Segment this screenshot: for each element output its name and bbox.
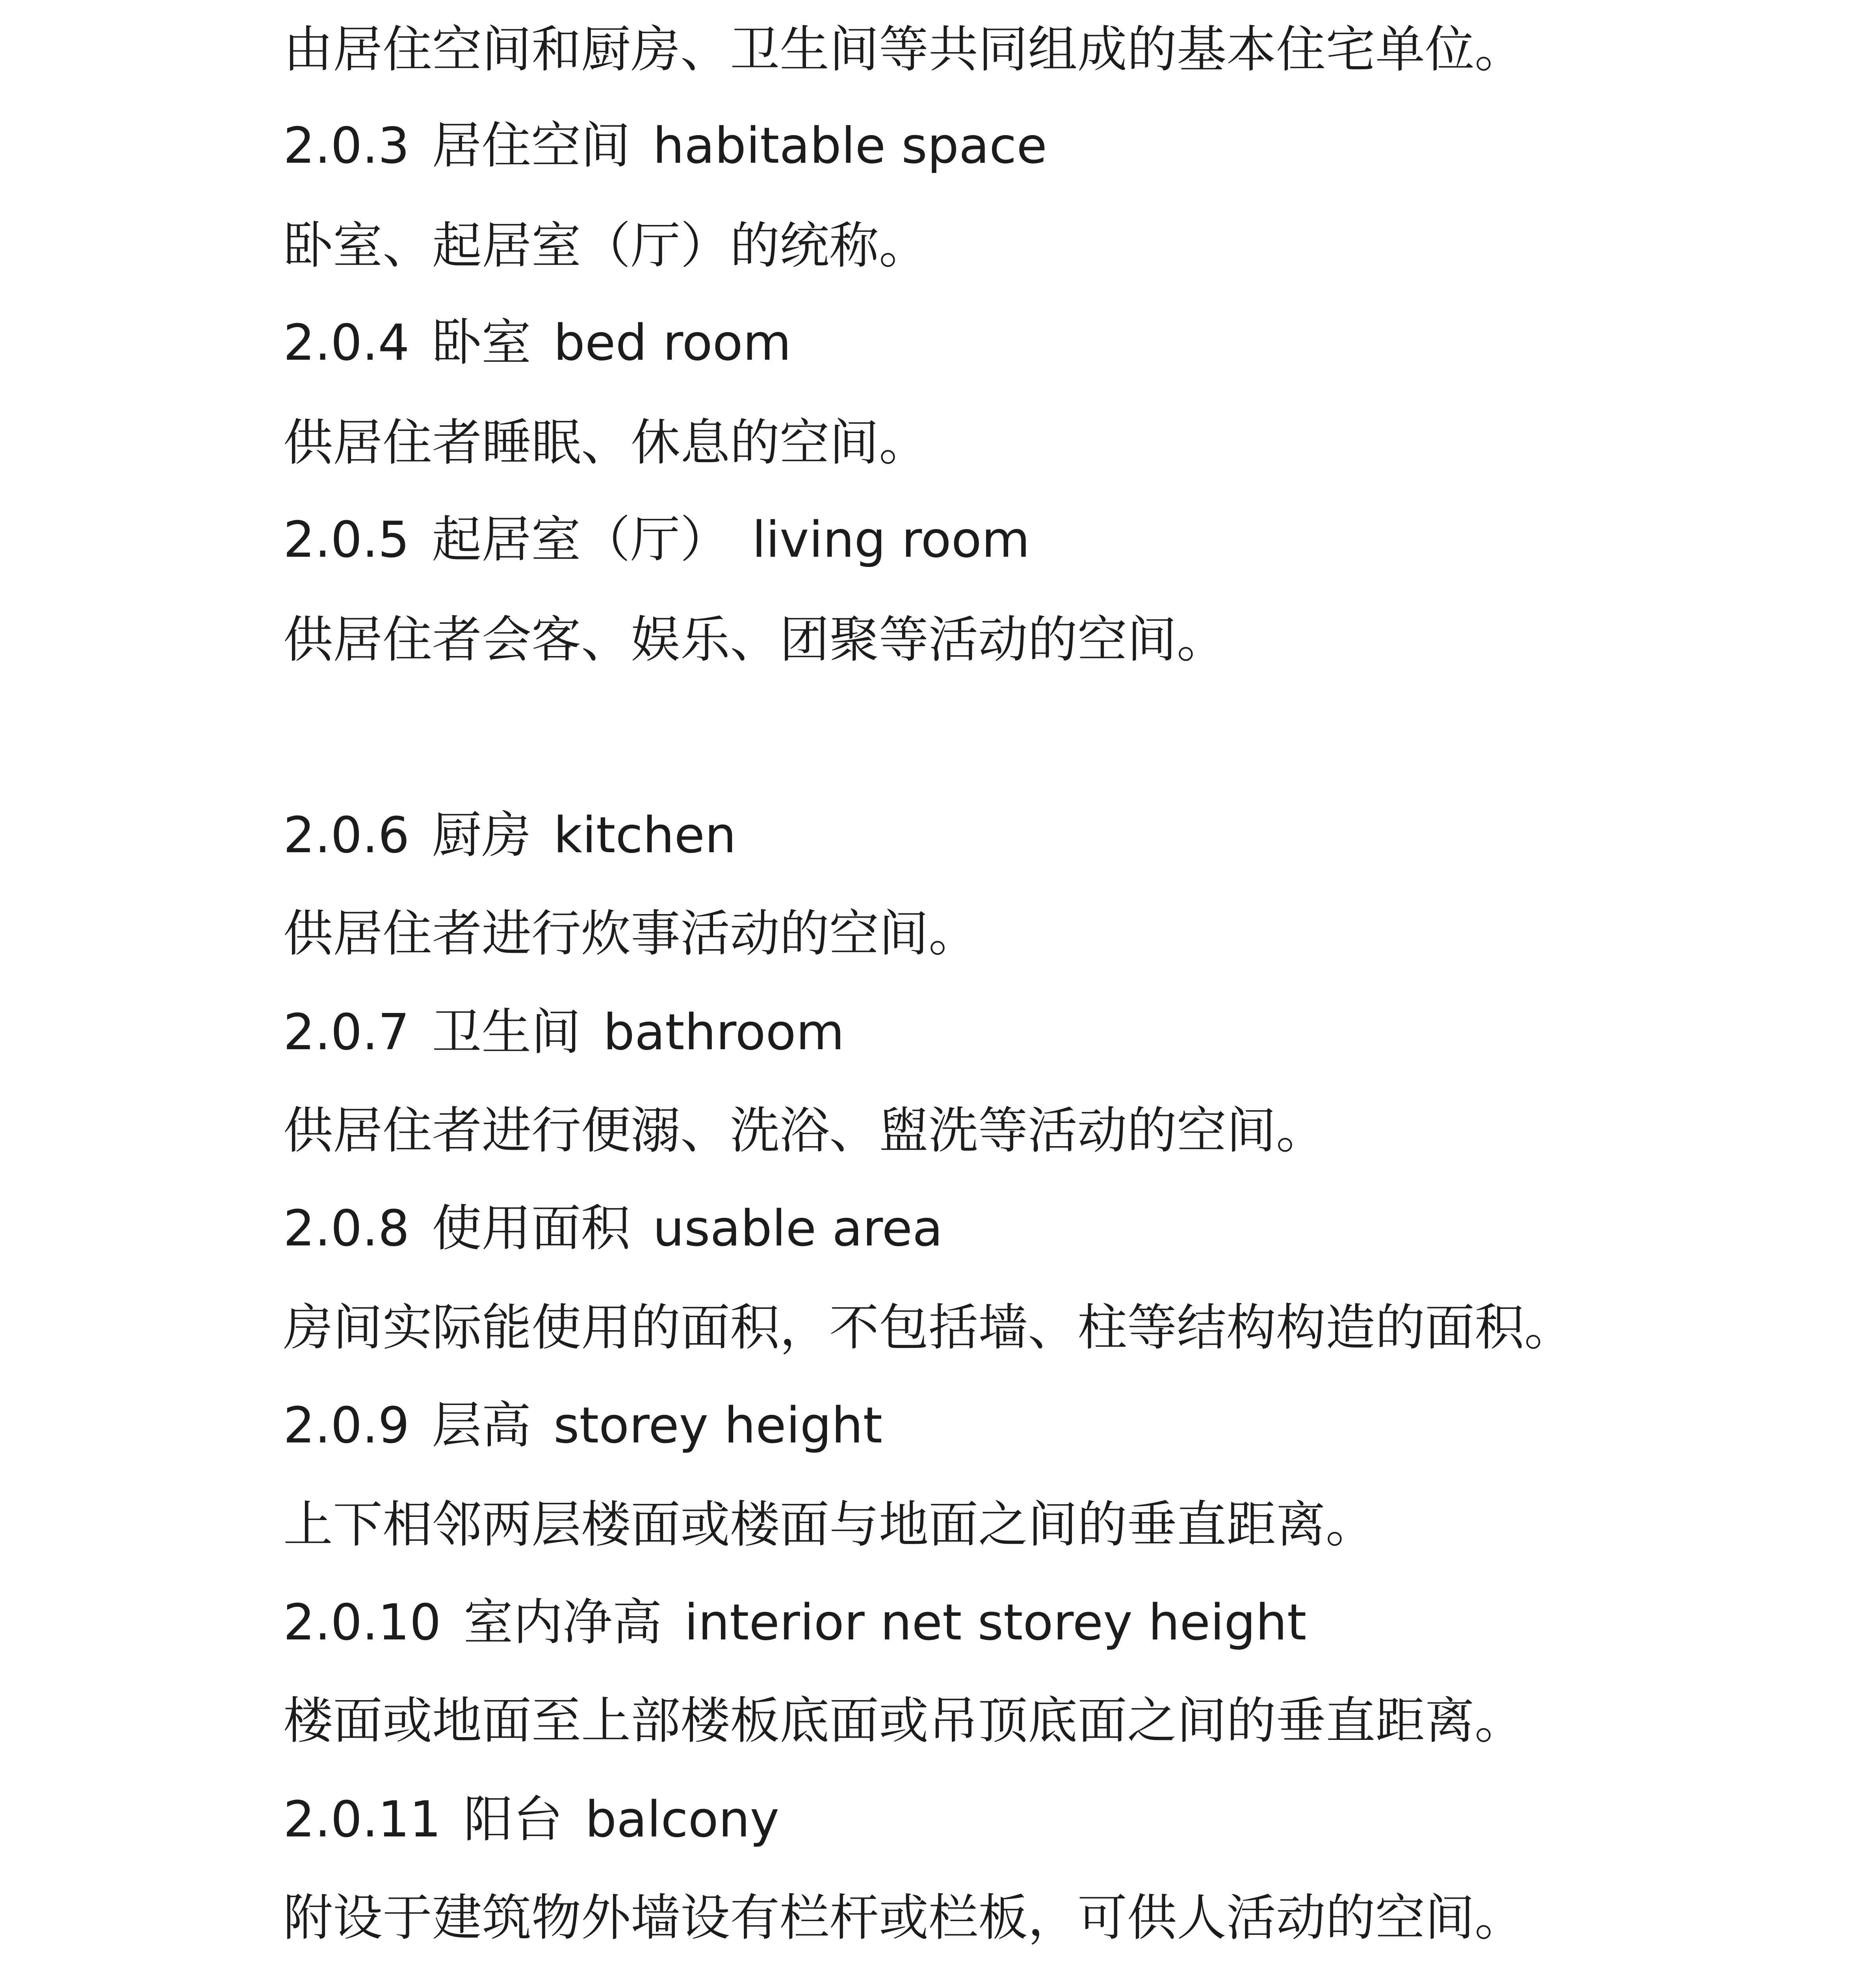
term-code: 2.0.4 [283,314,410,372]
term-line [283,1780,1701,1859]
term-chinese: 居住空间 [432,117,631,175]
term-line [283,106,1701,185]
term-chinese: 厨房 [432,806,531,864]
term-english: habitable space [652,117,1047,175]
term-line [283,1386,1701,1465]
term-line [283,500,1701,579]
term-code: 2.0.8 [283,1199,410,1257]
term-english: bed room [553,314,791,372]
term-line [283,1583,1701,1662]
term-chinese: 卫生间 [432,1003,581,1061]
term-chinese: 使用面积 [432,1199,631,1257]
term-code: 2.0.5 [283,511,410,569]
definition-line: 卧室、起居室（厅）的统称。 [283,217,929,275]
term-code: 2.0.10 [283,1593,441,1651]
definition-line: 供居住者睡眠、休息的空间。 [283,414,929,472]
term-line [283,796,1701,875]
term-english: bathroom [603,1003,845,1061]
definition-line: 供居住者进行炊事活动的空间。 [283,905,978,963]
definition-line: 房间实际能使用的面积，不包括墙、柱等结构构造的面积。 [283,1299,1574,1357]
term-line [283,1189,1701,1268]
definition-line: 上下相邻两层楼面或楼面与地面之间的垂直距离。 [283,1496,1375,1554]
term-english: kitchen [553,806,736,864]
definition-line: 楼面或地面至上部楼板底面或吊顶底面之间的垂直距离。 [283,1692,1524,1750]
term-line [283,303,1701,382]
definition-line: 供居住者会客、娱乐、团聚等活动的空间。 [283,611,1226,669]
term-code: 2.0.3 [283,117,410,175]
term-chinese: 阳台 [463,1790,563,1848]
definition-line: 供居住者进行便溺、洗浴、盥洗等活动的空间。 [283,1102,1326,1160]
term-english: usable area [652,1199,943,1257]
term-line [283,993,1701,1072]
term-code: 2.0.11 [283,1790,441,1848]
term-english: living room [752,511,1030,569]
term-code: 2.0.9 [283,1396,410,1454]
term-english: balcony [585,1790,780,1848]
term-english: storey height [553,1396,882,1454]
term-chinese: 起居室（厅） [432,511,730,569]
definition-line: 由居住空间和厨房、卫生间等共同组成的基本住宅单位。 [283,20,1524,78]
term-code: 2.0.6 [283,806,410,864]
term-code: 2.0.7 [283,1003,410,1061]
term-chinese: 卧室 [432,314,531,372]
definition-line: 附设于建筑物外墙设有栏杆或栏板，可供人活动的空间。 [283,1889,1524,1947]
term-chinese: 层高 [432,1396,531,1454]
term-english: interior net storey height [684,1593,1307,1651]
term-chinese: 室内净高 [463,1593,662,1651]
